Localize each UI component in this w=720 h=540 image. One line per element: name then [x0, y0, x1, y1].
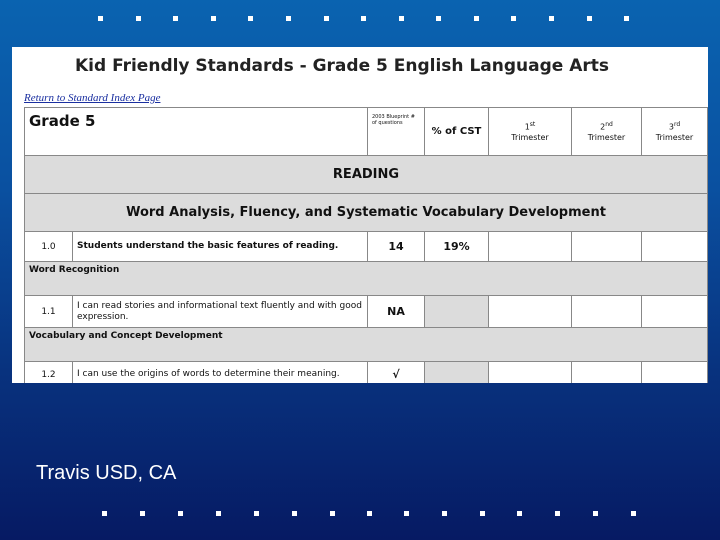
question-check: √	[368, 362, 425, 384]
top-dot-row	[0, 16, 720, 24]
trimester-3-sup: rd	[673, 121, 681, 129]
trimester-2-sup: nd	[605, 121, 613, 129]
standard-text: I can use the origins of words to determine their meaning.	[73, 362, 368, 384]
bottom-dot-row	[0, 511, 720, 519]
trimester-2-header	[572, 108, 642, 156]
trimester-2-cell	[572, 296, 642, 328]
group-title: Vocabulary and Concept Development	[25, 328, 708, 362]
standard-text: I can read stories and informational text fluently and with good expression.	[73, 296, 368, 328]
trimester-3-cell	[642, 296, 708, 328]
subsection-row	[25, 194, 708, 232]
cst-header: % of CST	[425, 108, 489, 156]
cst-percent	[425, 362, 489, 384]
trimester-2-cell	[572, 232, 642, 262]
trimester-1-cell	[489, 362, 572, 384]
section-title: READING	[25, 156, 708, 194]
document-title: Kid Friendly Standards - Grade 5 English Language Arts	[74, 56, 609, 76]
trimester-2-cell	[572, 362, 642, 384]
trimester-2-label: Trimester	[587, 132, 626, 142]
standard-text: Students understand the basic features of reading.	[73, 232, 368, 262]
trimester-1-num: 1	[524, 122, 530, 132]
standard-number: 1.2	[25, 362, 73, 384]
return-to-index-link[interactable]: Return to Standard Index Page	[24, 92, 161, 104]
standards-table	[24, 107, 708, 383]
trimester-3-cell	[642, 232, 708, 262]
question-count: NA	[368, 296, 425, 328]
grade-label: Grade 5	[25, 108, 368, 156]
caption-source: Travis USD, CA	[36, 462, 177, 484]
trimester-1-sup: st	[529, 121, 536, 129]
standard-number: 1.1	[25, 296, 73, 328]
trimester-3-label: Trimester	[655, 132, 694, 142]
blueprint-header: 2003 Blueprint # of questions	[368, 108, 425, 156]
cst-percent: 19%	[425, 232, 489, 262]
standard-number: 1.0	[25, 232, 73, 262]
question-count: 14	[368, 232, 425, 262]
trimester-1-cell	[489, 232, 572, 262]
standards-document-image	[12, 47, 708, 383]
standard-row-1-0	[25, 232, 708, 262]
section-row	[25, 156, 708, 194]
trimester-2-num: 2	[600, 122, 606, 132]
group-title: Word Recognition	[25, 262, 708, 296]
subsection-title: Word Analysis, Fluency, and Systematic Vocabulary Development	[25, 194, 708, 232]
standard-row-1-2	[25, 362, 708, 384]
trimester-1-label: Trimester	[511, 132, 549, 142]
group-row-vocabulary	[25, 328, 708, 362]
trimester-3-header	[642, 108, 708, 156]
trimester-3-num: 3	[668, 122, 674, 132]
trimester-3-cell	[642, 362, 708, 384]
cst-percent	[425, 296, 489, 328]
trimester-1-header	[489, 108, 572, 156]
trimester-1-cell	[489, 296, 572, 328]
table-header-row	[25, 108, 708, 156]
group-row-word-recognition	[25, 262, 708, 296]
standard-row-1-1	[25, 296, 708, 328]
